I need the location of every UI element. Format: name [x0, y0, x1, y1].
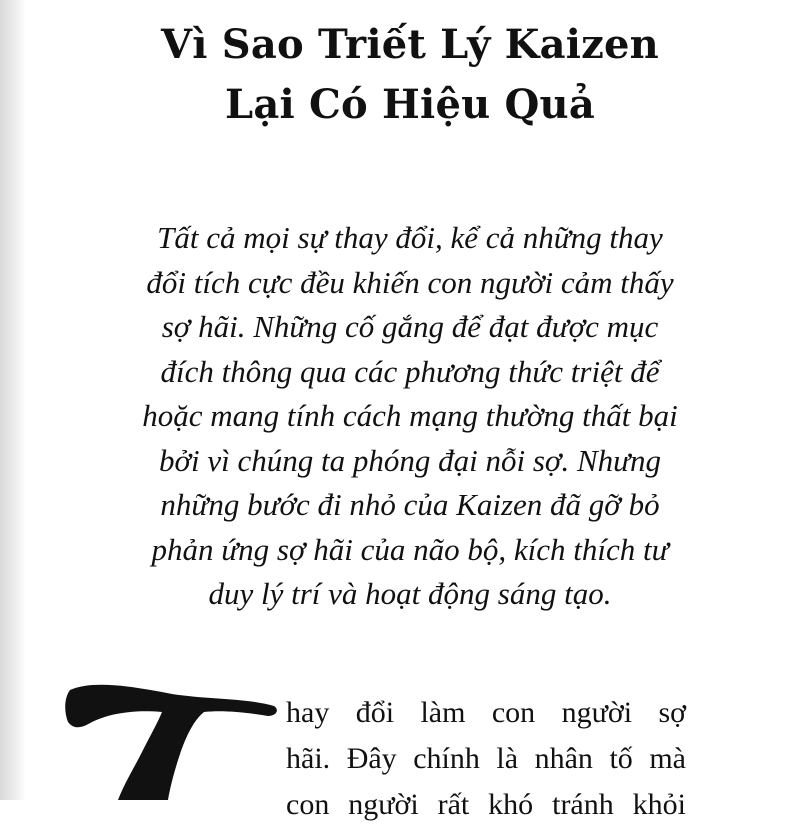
epigraph	[60, 216, 760, 617]
epigraph-line: đổi tích cực đều khiến con người cảm thấy	[146, 264, 674, 300]
body-line: hay đổi làm con người sợ	[286, 696, 686, 729]
body-line: hãi. Đây chính là nhân tố mà	[286, 742, 686, 775]
epigraph-line: phản ứng sợ hãi của não bộ, kích thích tư	[151, 531, 669, 567]
drop-cap-t-brush	[62, 676, 282, 800]
chapter-title-line-1: Vì Sao Triết Lý Kaizen	[161, 21, 659, 68]
body-line: con người rất khó tránh khỏi	[286, 788, 686, 821]
body-paragraph	[286, 690, 686, 828]
epigraph-line: đích thông qua các phương thức triệt để	[160, 353, 660, 389]
book-spine-shadow	[0, 0, 26, 800]
epigraph-line: bởi vì chúng ta phóng đại nỗi sợ. Nhưng	[158, 442, 662, 478]
epigraph-line: duy lý trí và hoạt động sáng tạo.	[208, 576, 612, 611]
chapter-title-line-2: Lại Có Hiệu Quả	[225, 81, 595, 128]
epigraph-line: Tất cả mọi sự thay đổi, kể cả những thay	[157, 220, 663, 255]
epigraph-line: sợ hãi. Những cố gắng để đạt được mục	[161, 309, 659, 344]
epigraph-line: hoặc mang tính cách mạng thường thất bại	[142, 398, 678, 433]
epigraph-line: những bước đi nhỏ của Kaizen đã gỡ bỏ	[160, 487, 660, 522]
